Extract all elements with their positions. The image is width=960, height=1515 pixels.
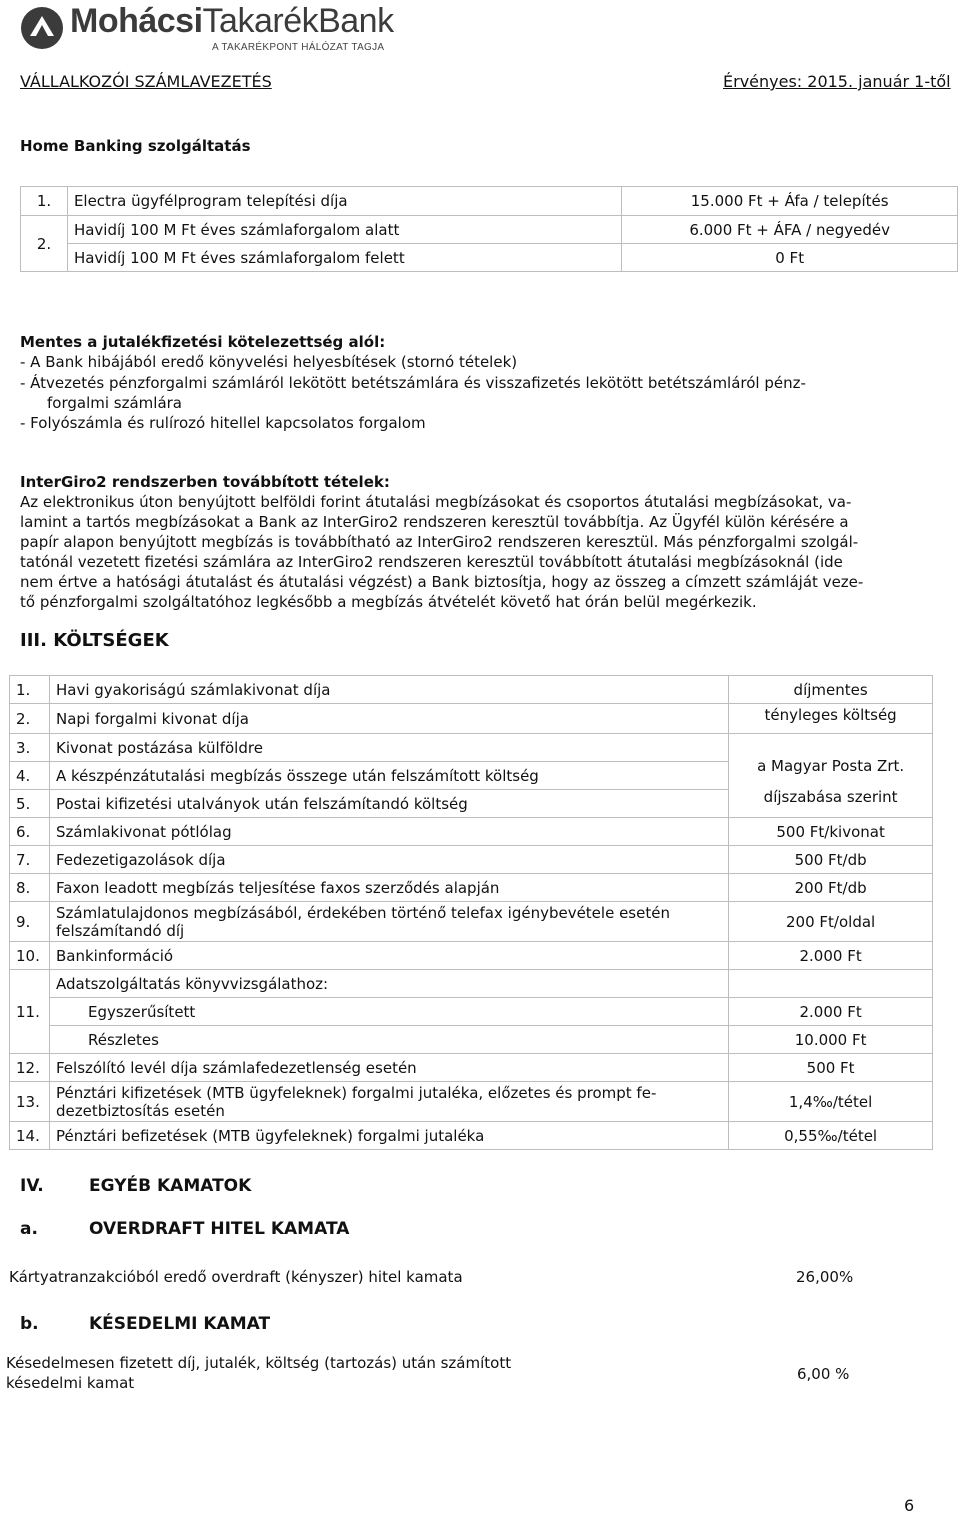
header-validity: Érvényes: 2015. január 1-től: [723, 72, 951, 91]
exempt-title: Mentes a jutalékfizetési kötelezettség alól:: [20, 333, 386, 351]
list-item: - A Bank hibájából eredő könyvelési helyesbítések (stornó tételek): [20, 353, 518, 371]
table-row: 2. Havidíj 100 M Ft éves számlaforgalom alatt 6.000 Ft + ÁFA / negyedév: [21, 216, 958, 244]
paragraph-line: tő pénzforgalmi szolgáltatóhoz legkésőbb a megbízás átvételét követő hat órán belül megérkezik.: [20, 593, 757, 611]
page-number: 6: [904, 1496, 915, 1515]
table-row: 7. Fedezetigazolások díja 500 Ft/db: [10, 846, 933, 874]
table-row: 10. Bankinformáció 2.000 Ft: [10, 942, 933, 970]
table-row: Havidíj 100 M Ft éves számlaforgalom felett 0 Ft: [21, 244, 958, 272]
late-interest-number: b.: [20, 1314, 39, 1334]
overdraft-label: Kártyatranzakcióból eredő overdraft (kényszer) hitel kamata: [9, 1268, 463, 1286]
table-row: 12. Felszólító levél díja számlafedezetlenség esetén 500 Ft: [10, 1054, 933, 1082]
table-row: 5. Postai kifizetési utalványok után felszámítandó költség: [10, 790, 933, 818]
bank-logo-icon: [20, 6, 64, 50]
overdraft-title: OVERDRAFT HITEL KAMATA: [89, 1219, 350, 1239]
table-row: 9. Számlatulajdonos megbízásából, érdekében történő telefax igénybevétele esetén felszámítandó díj 200 Ft/oldal: [10, 902, 933, 942]
table-row: 1. Havi gyakoriságú számlakivonat díja díjmentes: [10, 676, 933, 704]
late-interest-rate: 6,00 %: [797, 1365, 850, 1383]
intergiro-title: InterGiro2 rendszerben továbbított tételek:: [20, 473, 390, 491]
overdraft-number: a.: [20, 1219, 38, 1239]
costs-title: III. KÖLTSÉGEK: [20, 630, 169, 651]
table-row: 2. Napi forgalmi kivonat díja tényleges költség: [10, 704, 933, 734]
paragraph-line: papír alapon benyújtott megbízás is továbbítható az InterGiro2 rendszeren keresztül. Más pénzforgalmi szolgál-: [20, 533, 859, 551]
table-row: 3. Kivonat postázása külföldre a Magyar Posta Zrt. díjszabása szerint: [10, 734, 933, 762]
late-interest-title: KÉSEDELMI KAMAT: [89, 1314, 271, 1334]
table-row: 14. Pénztári befizetések (MTB ügyfeleknek) forgalmi jutaléka 0,55‰/tétel: [10, 1122, 933, 1150]
late-interest-label: Késedelmesen fizetett díj, jutalék, költség (tartozás) után számított: [6, 1354, 512, 1372]
other-rates-title: EGYÉB KAMATOK: [89, 1176, 252, 1196]
bank-logo-name: MohácsiTakarékBank: [70, 2, 394, 40]
header-section-title: VÁLLALKOZÓI SZÁMLAVEZETÉS: [20, 72, 272, 91]
table-row: 4. A készpénzátutalási megbízás összege után felszámított költség: [10, 762, 933, 790]
bank-logo-tagline: A TAKARÉKPONT HÁLÓZAT TAGJA: [212, 42, 385, 53]
table-row: 13. Pénztári kifizetések (MTB ügyfeleknek) forgalmi jutaléka, előzetes és prompt fe- dezetbiztosítás esetén 1,4‰/tétel: [10, 1082, 933, 1122]
table-row: 8. Faxon leadott megbízás teljesítése faxos szerződés alapján 200 Ft/db: [10, 874, 933, 902]
late-interest-label-cont: késedelmi kamat: [6, 1374, 135, 1392]
home-banking-title: Home Banking szolgáltatás: [20, 137, 251, 155]
paragraph-line: Az elektronikus úton benyújtott belföldi forint átutalási megbízásokat és csoportos átutalási megbízásokat, va-: [20, 493, 852, 511]
list-item: - Folyószámla és rulírozó hitellel kapcsolatos forgalom: [20, 414, 426, 432]
home-banking-table: [20, 186, 958, 272]
table-row: Egyszerűsített 2.000 Ft: [10, 998, 933, 1026]
paragraph-line: tatónál vezetett fizetési számlára az InterGiro2 rendszeren keresztül továbbított átutalási megbízásoknál (ide: [20, 553, 843, 571]
list-item: - Átvezetés pénzforgalmi számláról lekötött betétszámlára és visszafizetés lekötött betétszámláról pénz-: [20, 374, 806, 392]
other-rates-number: IV.: [20, 1176, 44, 1196]
paragraph-line: nem értve a hatósági átutalást és átutalási végzést) a Bank biztosítja, hogy az összeg a címzett számláját veze-: [20, 573, 864, 591]
overdraft-rate: 26,00%: [796, 1268, 854, 1286]
table-row: Részletes 10.000 Ft: [10, 1026, 933, 1054]
list-item: forgalmi számlára: [47, 394, 182, 412]
table-row: 6. Számlakivonat pótlólag 500 Ft/kivonat: [10, 818, 933, 846]
costs-table: [9, 675, 933, 1150]
paragraph-line: lamint a tartós megbízásokat a Bank az InterGiro2 rendszeren keresztül továbbítja. Az Ügyfél külön kérésére a: [20, 513, 849, 531]
table-row: 1. Electra ügyfélprogram telepítési díja 15.000 Ft + Áfa / telepítés: [21, 187, 958, 216]
table-row: 11. Adatszolgáltatás könyvvizsgálathoz:: [10, 970, 933, 998]
